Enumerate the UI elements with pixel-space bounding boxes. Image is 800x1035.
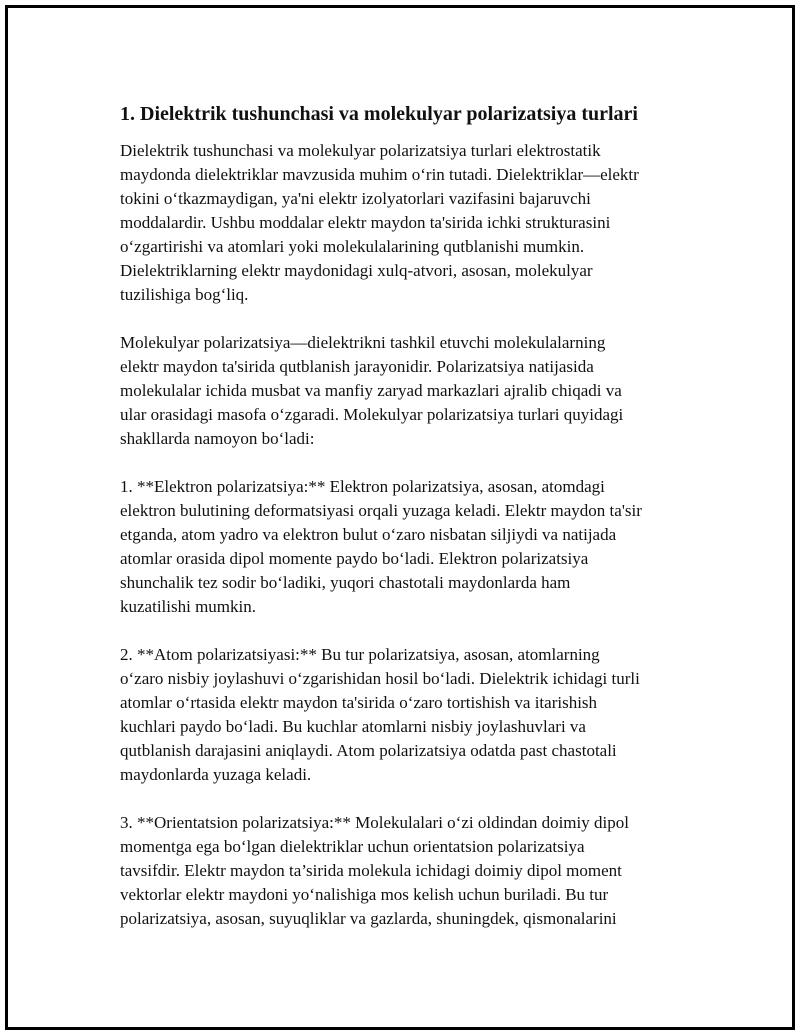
paragraph-orientation-polarization bbox=[120, 811, 700, 931]
text-line: o‘zgartirishi va atomlari yoki molekulalarining qutblanishi mumkin. bbox=[120, 237, 585, 256]
paragraph-molecular-polarization bbox=[120, 331, 700, 451]
text-line: kuchlari paydo bo‘ladi. Bu kuchlar atomlarni nisbiy joylashuvlari va bbox=[120, 717, 586, 736]
text-line: vektorlar elektr maydoni yo‘nalishiga mos kelish uchun buriladi. Bu tur bbox=[120, 885, 609, 904]
text-line: elektr maydon ta'sirida qutblanish jarayonidir. Polarizatsiya natijasida bbox=[120, 357, 594, 376]
text-line: tavsifdir. Elektr maydon ta’sirida molekula ichidagi doimiy dipol moment bbox=[120, 861, 622, 880]
text-line: kuzatilishi mumkin. bbox=[120, 597, 256, 616]
text-line: elektron bulutining deformatsiyasi orqali yuzaga keladi. Elektr maydon ta'sir bbox=[120, 501, 642, 520]
text-line: atomlar o‘rtasida elektr maydon ta'sirida o‘zaro tortishish va itarishish bbox=[120, 693, 598, 712]
text-line: 1. **Elektron polarizatsiya:** Elektron polarizatsiya, asosan, atomdagi bbox=[120, 477, 605, 496]
text-line: Dielektriklarning elektr maydonidagi xulq-atvori, asosan, molekulyar bbox=[120, 261, 593, 280]
text-line: shunchalik tez sodir bo‘ladiki, yuqori chastotali maydonlarda ham bbox=[120, 573, 571, 592]
text-line: maydonda dielektriklar mavzusida muhim o‘rin tutadi. Dielektriklar—elektr bbox=[120, 165, 639, 184]
text-line: qutblanish darajasini aniqlaydi. Atom polarizatsiya odatda past chastotali bbox=[120, 741, 617, 760]
document-body bbox=[120, 100, 700, 955]
text-line: polarizatsiya, asosan, suyuqliklar va gazlarda, shuningdek, qismonalarini bbox=[120, 909, 617, 928]
text-line: shakllarda namoyon bo‘ladi: bbox=[120, 429, 315, 448]
text-line: momentga ega bo‘lgan dielektriklar uchun orientatsion polarizatsiya bbox=[120, 837, 585, 856]
text-line: o‘zaro nisbiy joylashuvi o‘zgarishidan hosil bo‘ladi. Dielektrik ichidagi turli bbox=[120, 669, 640, 688]
text-line: Molekulyar polarizatsiya—dielektrikni tashkil etuvchi molekulalarning bbox=[120, 333, 606, 352]
text-line: tokini o‘tkazmaydigan, ya'ni elektr izolyatorlari vazifasini bajaruvchi bbox=[120, 189, 591, 208]
paragraph-atom-polarization bbox=[120, 643, 700, 787]
text-line: ular orasidagi masofa o‘zgaradi. Molekulyar polarizatsiya turlari quyidagi bbox=[120, 405, 624, 424]
text-line: etganda, atom yadro va elektron bulut o‘zaro nisbatan siljiydi va natijada bbox=[120, 525, 617, 544]
page-frame bbox=[5, 5, 795, 1030]
document-heading: 1. Dielektrik tushunchasi va molekulyar polarizatsiya turlari bbox=[120, 103, 638, 125]
paragraph-electron-polarization bbox=[120, 475, 700, 619]
text-line: molekulalar ichida musbat va manfiy zaryad markazlari ajralib chiqadi va bbox=[120, 381, 622, 400]
text-line: 2. **Atom polarizatsiyasi:** Bu tur polarizatsiya, asosan, atomlarning bbox=[120, 645, 600, 664]
text-line: 3. **Orientatsion polarizatsiya:** Molekulalari o‘zi oldindan doimiy dipol bbox=[120, 813, 629, 832]
text-line: tuzilishiga bog‘liq. bbox=[120, 285, 249, 304]
paragraph-intro bbox=[120, 139, 700, 307]
text-line: atomlar orasida dipol momente paydo bo‘ladi. Elektron polarizatsiya bbox=[120, 549, 589, 568]
text-line: moddalardir. Ushbu moddalar elektr maydon ta'sirida ichki strukturasini bbox=[120, 213, 611, 232]
text-line: Dielektrik tushunchasi va molekulyar polarizatsiya turlari elektrostatik bbox=[120, 141, 601, 160]
text-line: maydonlarda yuzaga keladi. bbox=[120, 765, 312, 784]
